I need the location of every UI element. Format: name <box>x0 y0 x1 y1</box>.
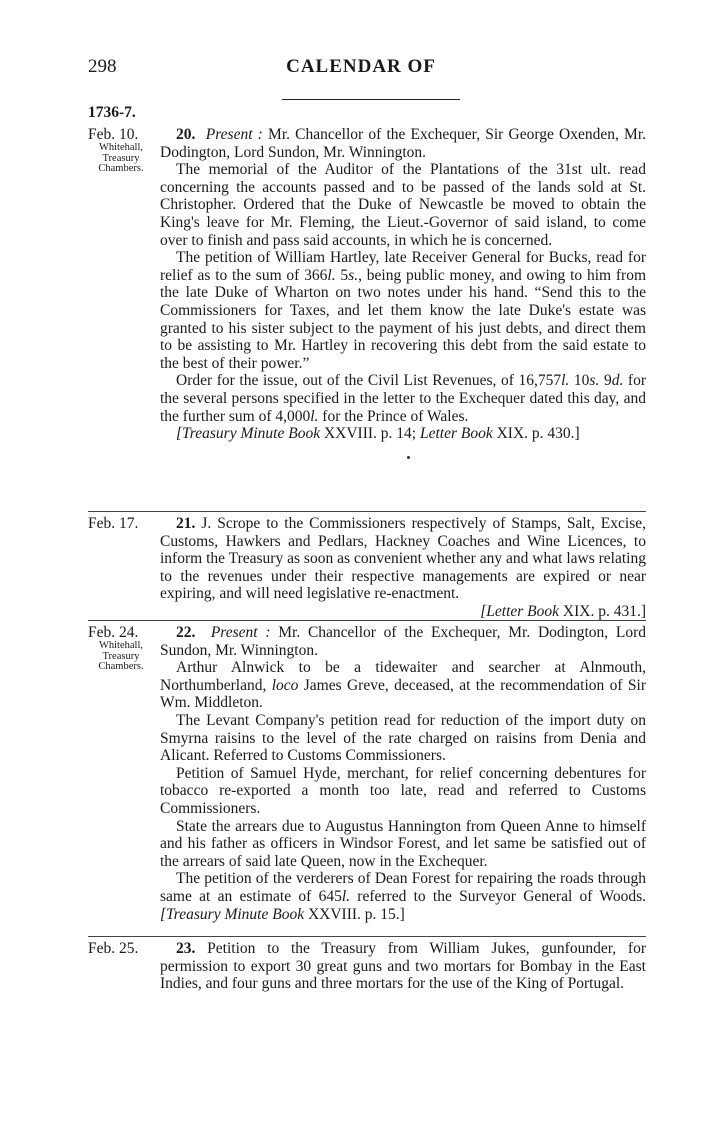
ref-text: XXVIII. p. 15.] <box>304 905 405 923</box>
paragraph <box>160 870 646 923</box>
entry-divider <box>88 936 646 937</box>
text: 9 <box>599 372 612 390</box>
paragraph <box>160 940 646 993</box>
entry-divider <box>88 620 646 621</box>
ref-title: [Treasury Minute Book <box>160 905 305 923</box>
place-line: Chambers. <box>98 163 144 174</box>
paragraph: The memorial of the Auditor of the Plantations of the 31st ult. read concerning the accounts passed and to be passed of the lands sold at St. Christopher. Ordered that the Duke of Newcastle be moved to obtain the King's leave for Mr. Fleming, the Lieut.-Governor of said island, to come over to finish and pass said accounts, in which he is concerned. <box>160 161 646 249</box>
text: The petition of William Hartley, late Receiver General for Bucks, read for relief as to the sum of 366 <box>160 249 646 284</box>
currency-unit: d. <box>611 372 624 390</box>
entry-21 <box>88 515 646 621</box>
entry-date: Feb. 25. <box>88 940 139 957</box>
ref-title: [Treasury Minute Book <box>176 425 321 443</box>
present-label: Present : <box>205 126 263 143</box>
entry-20 <box>88 126 646 443</box>
entry-divider <box>88 511 646 512</box>
place-line: Whitehall, <box>98 142 144 153</box>
entry-place <box>84 143 158 175</box>
paragraph <box>160 659 646 712</box>
place-line: Treasury <box>102 152 140 164</box>
entry-body <box>160 624 646 923</box>
text: for the Prince of Wales. <box>318 407 469 425</box>
currency-unit: s. <box>348 266 359 284</box>
entry-place <box>84 641 158 673</box>
place-line: Whitehall, <box>98 640 144 651</box>
paragraph: Petition of Samuel Hyde, merchant, for relief concerning debentures for tobacco re-exported a month too late, read and referred to Customs Commissioners. <box>160 764 646 817</box>
text: for the several persons specified in the letter to the Exchequer dated this day, and the further sum of 4,000 <box>160 372 647 425</box>
text: The petition of the verderers of Dean Forest for repairing the roads through same at an estimate of 645 <box>160 870 646 905</box>
entry-number: 22. <box>176 624 196 641</box>
entry-present <box>160 126 646 161</box>
entry-23 <box>88 940 646 993</box>
currency-unit: s. <box>589 372 600 390</box>
paragraph <box>160 515 646 603</box>
entry-date: Feb. 17. <box>88 515 139 532</box>
paragraph <box>160 249 646 372</box>
text: Order for the issue, out of the Civil List Revenues, of 16,757 <box>176 372 562 390</box>
text: Petition to the Treasury from William Jukes, gunfounder, for permission to export 30 great guns and two mortars for Bombay in the East Indies, and four guns and three mortars for the use of the King of Portugal. <box>160 940 646 993</box>
entry-margin <box>88 624 162 673</box>
ref-text: XXVIII. p. 14; <box>320 425 420 443</box>
currency-unit: l. <box>561 372 570 390</box>
entry-margin <box>88 515 162 532</box>
text: Arthur Alnwick to be a tidewaiter and searcher at Alnmouth, Northumberland, <box>160 659 646 694</box>
text: , being public money, and owing to him from the late Duke of Wharton on two notes under his hand. “Send this to the Commissioners for Taxes, and let them know the late Duke's estate was granted to his sister subject to the payment of his just debts, and direct them to be assisting to Mr. Hartley in recovering this debt from the said estate to the best of their power.” <box>160 266 647 372</box>
text: 5 <box>335 266 349 284</box>
ink-dot <box>407 456 410 459</box>
entry-date: Feb. 10. <box>88 126 139 143</box>
entry-date: Feb. 24. <box>88 624 139 641</box>
paragraph: The Levant Company's petition read for reduction of the import duty on Smyrna raisins to the level of the rate charged on raisins from Denia and Alicant. Referred to Customs Commissioners. <box>160 711 646 765</box>
entry-margin <box>88 126 162 175</box>
entry-margin <box>88 940 162 957</box>
entry-number: 20. <box>176 126 196 143</box>
paragraph: State the arrears due to Augustus Hannington from Queen Anne to himself and his father as officers in Windsor Forest, and let same be satisfied out of the arrears of said late Queen, now in the Exchequer. <box>160 817 646 870</box>
text: referred to the Surveyor General of Woods. <box>350 887 646 905</box>
text: loco <box>271 676 299 694</box>
source-reference <box>160 425 646 443</box>
paragraph <box>160 372 646 425</box>
running-head: CALENDAR OF <box>286 56 436 77</box>
place-line: Treasury <box>102 650 140 662</box>
entry-22 <box>88 624 646 923</box>
header-rule <box>282 99 460 100</box>
ref-title: Letter Book <box>419 425 493 443</box>
entry-number: 21. <box>176 515 196 532</box>
text: J. Scrope to the Commissioners respectively of Stamps, Salt, Excise, Customs, Hawkers and Pedlars, Hackney Coaches and Wine Licences, to inform the Treasury as soon as convenient whether any and what laws relating to the revenues under their respective managements are expired or near expiring, and will need legislative re-enactment. <box>160 515 646 603</box>
entry-body <box>160 940 646 993</box>
entry-body <box>160 515 646 621</box>
text: 10 <box>569 372 590 390</box>
present-label: Present : <box>210 624 271 641</box>
place-line: Chambers. <box>98 661 144 672</box>
entry-body <box>160 126 646 443</box>
currency-unit: l. <box>341 887 351 905</box>
entry-number: 23. <box>176 940 196 957</box>
currency-unit: l. <box>310 407 319 425</box>
year-heading: 1736-7. <box>88 104 136 121</box>
text: James Greve, deceased, at the recommendation of Sir Wm. Middleton. <box>160 676 646 712</box>
ref-text: XIX. p. 431.] <box>559 602 646 620</box>
ref-title: [Letter Book <box>480 602 560 620</box>
present-text: Mr. Chancellor of the Exchequer, Sir George Oxenden, Mr. Dodington, Lord Sundon, Mr. Winnington. <box>160 126 647 161</box>
page-number: 298 <box>88 56 117 77</box>
present-text: Mr. Chancellor of the Exchequer, Mr. Dodington, Lord Sundon, Mr. Winnington. <box>160 624 646 659</box>
ref-text: XIX. p. 430.] <box>492 425 580 443</box>
entry-present <box>160 624 646 659</box>
source-reference <box>160 603 646 621</box>
currency-unit: l. <box>327 266 336 284</box>
